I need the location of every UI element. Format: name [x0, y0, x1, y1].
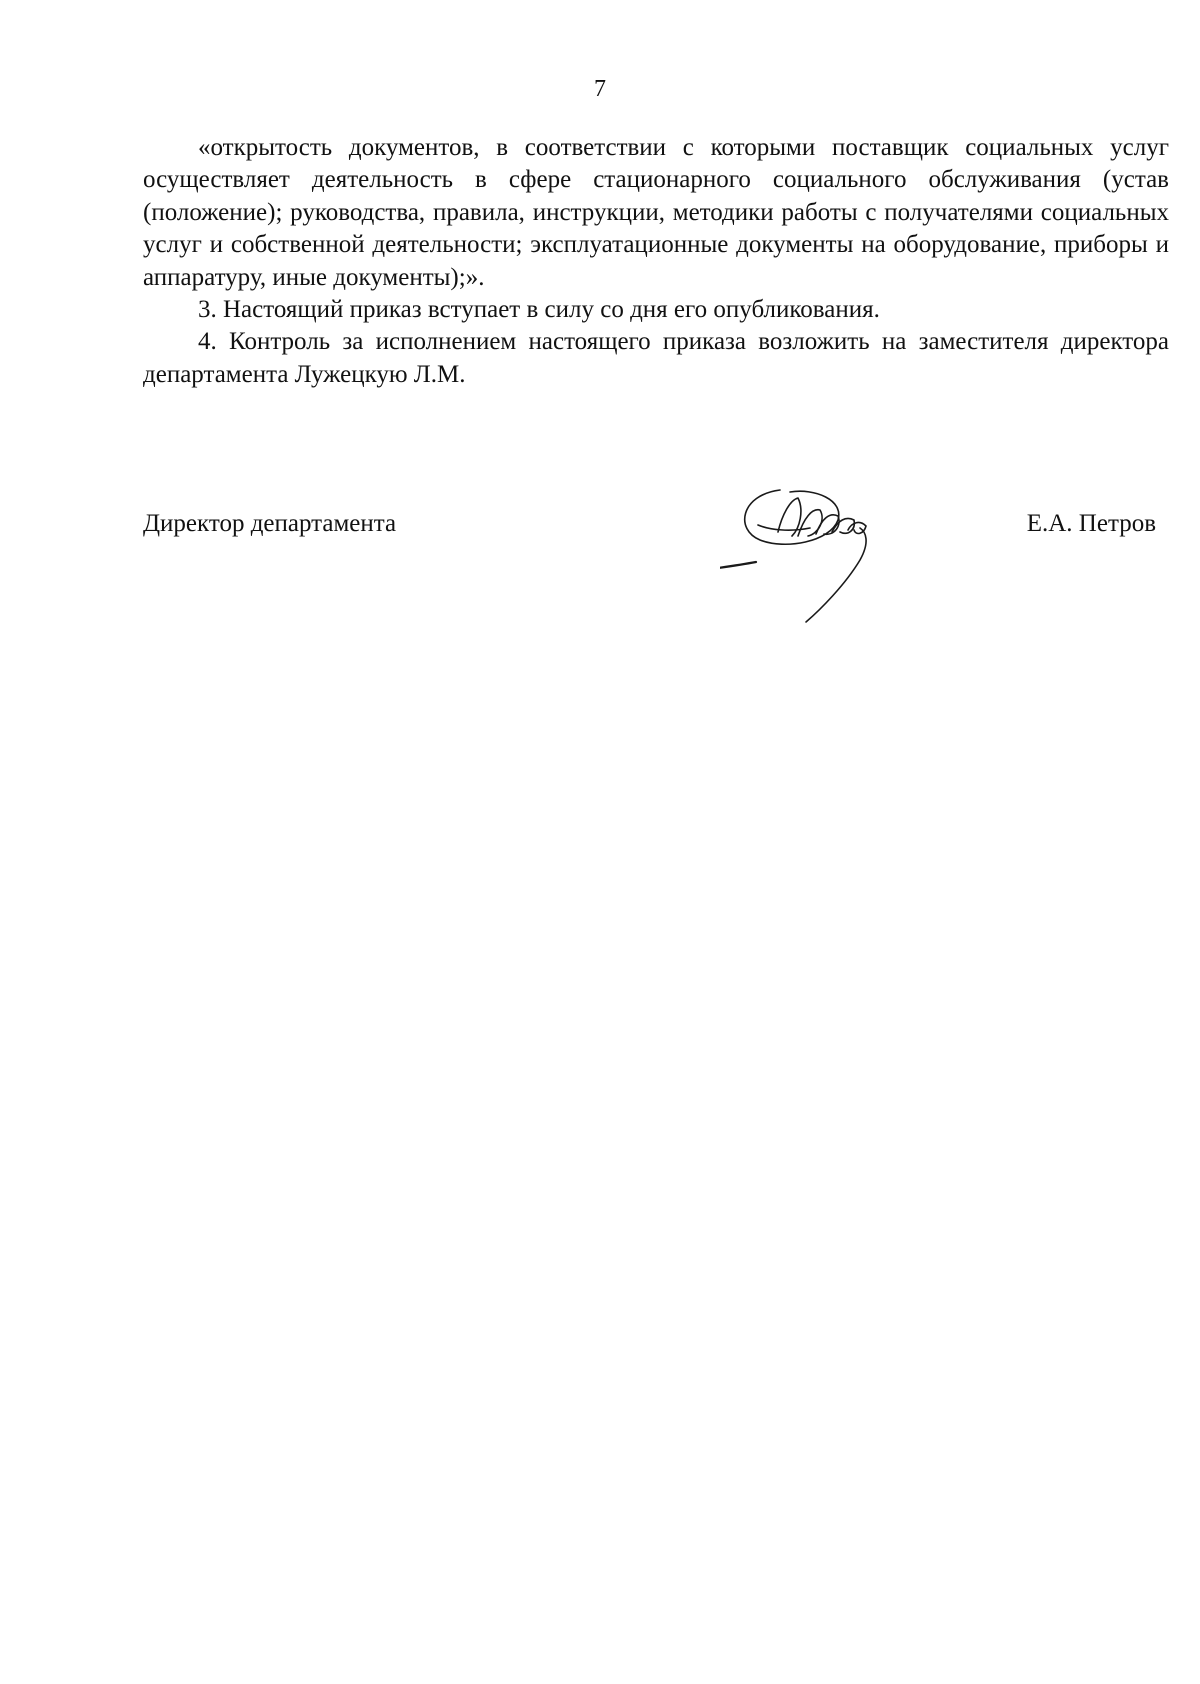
paragraph-documents-openness: «открытость документов, в соответствии с которыми поставщик социальных услуг осуществляет деятельность в сфере стационарного социального обслуживания (устав (положение); руководства, правила, инструкции, методики работы с получателями социальных услуг и собственной деятельности; эксплуатационные документы на оборудование, приборы и аппаратуру, иные документы);».: [143, 134, 1169, 291]
signer-title: Директор департамента: [143, 510, 397, 537]
signer-name: Е.А. Петров: [1026, 510, 1156, 537]
document-body: [143, 132, 1169, 391]
handwritten-signature: [720, 470, 940, 640]
paragraph-effective-date: 3. Настоящий приказ вступает в силу со дня его опубликования.: [198, 296, 880, 324]
paragraph-control: 4. Контроль за исполнением настоящего приказа возложить на заместителя директора департамента Лужецкую Л.М.: [143, 328, 1169, 388]
page-number: 7: [594, 76, 606, 102]
